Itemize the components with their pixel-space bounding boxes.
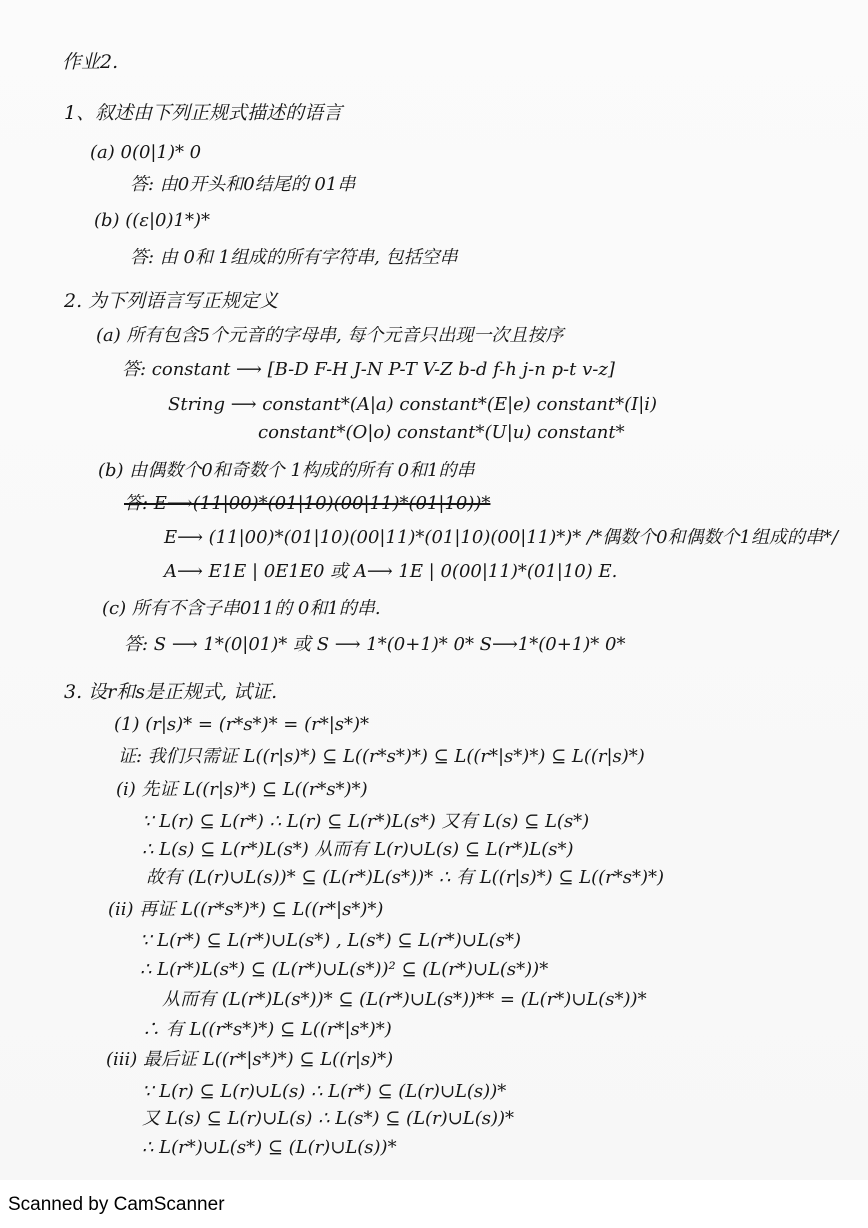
q3-step-ii-line-1: ∵ L(r*) ⊆ L(r*)∪L(s*) , L(s*) ⊆ L(r*)∪L(s*) xyxy=(140,930,522,951)
question-3-heading: 3. 设r和s是正规式, 试证. xyxy=(64,681,278,703)
q2b-struck-answer: 答: E⟶(11|00)*(01|10)(00|11)*(01|10))* xyxy=(124,493,491,514)
q2a-answer-line-3: constant*(O|o) constant*(U|u) constant* xyxy=(258,422,625,443)
q2a-answer-line-2: String ⟶ constant*(A|a) constant*(E|e) constant*(I|i) xyxy=(168,394,658,415)
q2b-answer-line-2: A⟶ E1E | 0E1E0 或 A⟶ 1E | 0(00|11)*(01|10) E. xyxy=(164,561,618,582)
q3-step-ii-line-2: ∴ L(r*)L(s*) ⊆ (L(r*)∪L(s*))² ⊆ (L(r*)∪L(s*))* xyxy=(140,959,549,980)
q2c-answer: 答: S ⟶ 1*(0|01)* 或 S ⟶ 1*(0+1)* 0* S⟶1*(0+1)* 0* xyxy=(124,634,626,655)
q3-step-i-line-2: ∴ L(s) ⊆ L(r*)L(s*) 从而有 L(r)∪L(s) ⊆ L(r*)L(s*) xyxy=(142,839,574,860)
q3-step-ii-line-4: ∴ 有 L((r*s*)*) ⊆ L((r*|s*)*) xyxy=(142,1019,392,1040)
question-1-heading: 1、叙述由下列正规式描述的语言 xyxy=(64,102,343,124)
q3-step-iii-line-1: ∵ L(r) ⊆ L(r)∪L(s) ∴ L(r*) ⊆ (L(r)∪L(s))* xyxy=(142,1081,507,1102)
scanner-watermark: Scanned by CamScanner xyxy=(8,1194,225,1215)
q1b-expression: (b) ((ε|0)1*)* xyxy=(94,210,211,231)
q1a-expression: (a) 0(0|1)* 0 xyxy=(90,142,202,163)
q1b-answer: 答: 由 0和 1组成的所有字符串, 包括空串 xyxy=(130,247,458,268)
q3-step-iii-heading: (iii) 最后证 L((r*|s*)*) ⊆ L((r|s)*) xyxy=(106,1049,394,1070)
q1a-answer: 答: 由0开头和0结尾的 01串 xyxy=(130,174,356,195)
q2c-prompt: (c) 所有不含子串011的 0和1的串. xyxy=(102,598,381,619)
q3-step-iii-line-3: ∴ L(r*)∪L(s*) ⊆ (L(r)∪L(s))* xyxy=(142,1137,397,1158)
question-2-heading: 2. 为下列语言写正规定义 xyxy=(64,290,279,312)
q2a-prompt: (a) 所有包含5个元音的字母串, 每个元音只出现一次且按序 xyxy=(96,325,564,346)
q2b-prompt: (b) 由偶数个0和奇数个 1构成的所有 0和1的串 xyxy=(98,460,475,481)
q3-step-iii-line-2: 又 L(s) ⊆ L(r)∪L(s) ∴ L(s*) ⊆ (L(r)∪L(s))* xyxy=(142,1108,515,1129)
q3-step-i-heading: (i) 先证 L((r|s)*) ⊆ L((r*s*)*) xyxy=(116,779,368,800)
homework-title: 作业2. xyxy=(62,51,119,73)
q2b-answer-line-1: E⟶ (11|00)*(01|10)(00|11)*(01|10)(00|11)*)* /*偶数个0和偶数个1组成的串*/ xyxy=(164,527,839,548)
q2a-answer-line-1: 答: constant ⟶ [B-D F-H J-N P-T V-Z b-d f-h j-n p-t v-z] xyxy=(122,359,615,380)
q3-proof-outline: 证: 我们只需证 L((r|s)*) ⊆ L((r*s*)*) ⊆ L((r*|s*)*) ⊆ L((r|s)*) xyxy=(118,746,645,767)
q3-step-i-line-3: 故有 (L(r)∪L(s))* ⊆ (L(r*)L(s*))* ∴ 有 L((r|s)*) ⊆ L((r*s*)*) xyxy=(146,867,665,888)
q3-step-ii-heading: (ii) 再证 L((r*s*)*) ⊆ L((r*|s*)*) xyxy=(108,899,384,920)
q3-statement: (1) (r|s)* = (r*s*)* = (r*|s*)* xyxy=(114,714,370,735)
q3-step-i-line-1: ∵ L(r) ⊆ L(r*) ∴ L(r) ⊆ L(r*)L(s*) 又有 L(s) ⊆ L(s*) xyxy=(142,811,590,832)
q3-step-ii-line-3: 从而有 (L(r*)L(s*))* ⊆ (L(r*)∪L(s*))** = (L(r*)∪L(s*))* xyxy=(162,989,647,1010)
